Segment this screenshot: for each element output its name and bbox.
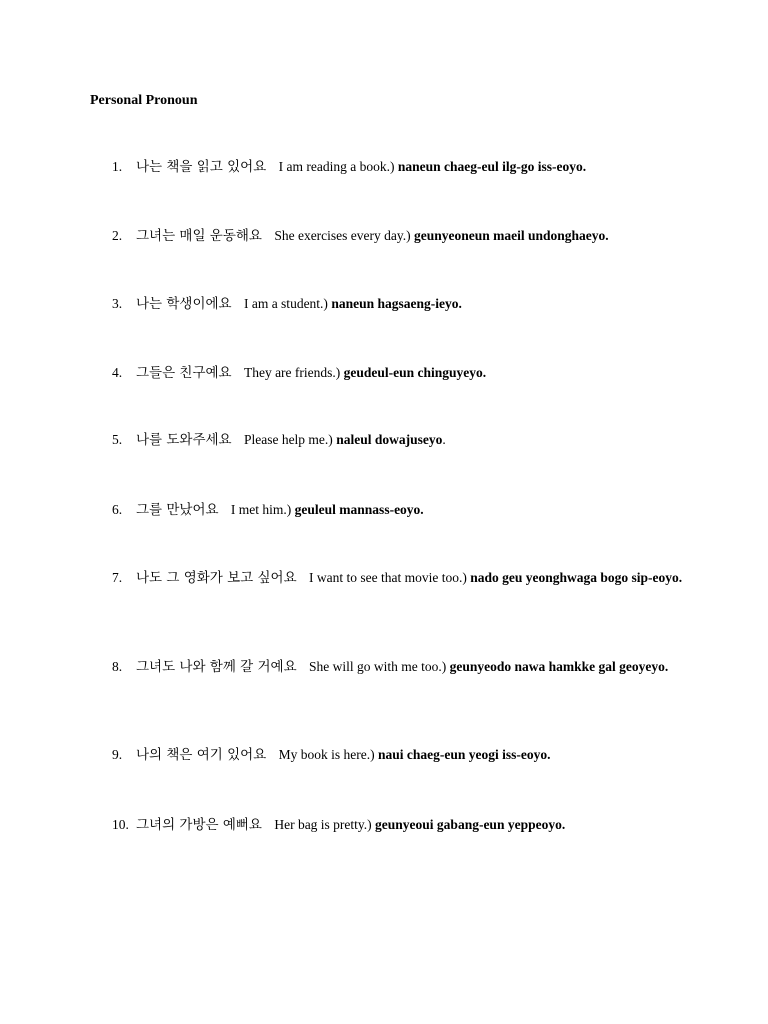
romanization: geunyeoneun maeil undonghaeyo.: [414, 228, 609, 243]
item-number: 4.: [112, 365, 123, 380]
list-item: [112, 498, 692, 522]
romanization: geuleul mannass-eoyo.: [294, 502, 424, 517]
korean-sentence: 나는 책을 읽고 있어요: [136, 159, 267, 175]
english-translation: I want to see that movie too.): [309, 570, 467, 585]
english-translation: She will go with me too.): [309, 659, 447, 674]
list-item: [112, 155, 692, 179]
romanization: nado geu yeonghwaga bogo sip-eoyo.: [470, 570, 683, 585]
english-translation: I met him.): [230, 502, 292, 517]
item-number: 8.: [112, 659, 123, 674]
trailing-text: .: [442, 432, 446, 447]
item-number: 5.: [112, 432, 123, 447]
korean-sentence: 나는 학생이에요: [136, 296, 232, 312]
korean-sentence: 나도 그 영화가 보고 싶어요: [136, 570, 297, 586]
romanization: naneun hagsaeng-ieyo.: [331, 296, 462, 311]
list-item: [112, 361, 692, 385]
item-number: 6.: [112, 502, 123, 517]
list-item: [112, 428, 692, 452]
item-number: 2.: [112, 228, 123, 243]
page-title: Personal Pronoun: [90, 93, 198, 108]
korean-sentence: 그를 만났어요: [136, 502, 219, 518]
korean-sentence: 나를 도와주세요: [136, 432, 232, 448]
list-item: [112, 813, 692, 837]
item-number: 9.: [112, 747, 123, 762]
english-translation: Her bag is pretty.): [274, 817, 372, 832]
list-item: [112, 655, 692, 679]
english-translation: They are friends.): [243, 365, 341, 380]
romanization: naleul dowajuseyo: [336, 432, 443, 447]
list-item: [112, 566, 692, 590]
english-translation: My book is here.): [278, 747, 375, 762]
item-number: 10.: [112, 817, 129, 832]
list-item: [112, 224, 692, 248]
item-number: 7.: [112, 570, 123, 585]
korean-sentence: 그녀도 나와 함께 갈 거예요: [136, 659, 297, 675]
romanization: geudeul-eun chinguyeyo.: [343, 365, 487, 380]
korean-sentence: 그녀는 매일 운동해요: [136, 228, 262, 244]
romanization: geunyeoui gabang-eun yeppeoyo.: [375, 817, 566, 832]
romanization: naui chaeg-eun yeogi iss-eoyo.: [377, 747, 551, 762]
list-item: [112, 292, 692, 316]
romanization: naneun chaeg-eul ilg-go iss-eoyo.: [397, 159, 587, 174]
english-translation: I am a student.): [243, 296, 328, 311]
item-number: 3.: [112, 296, 123, 311]
romanization: geunyeodo nawa hamkke gal geoyeyo.: [449, 659, 669, 674]
english-translation: I am reading a book.): [278, 159, 395, 174]
list-item: [112, 743, 692, 767]
english-translation: She exercises every day.): [274, 228, 411, 243]
korean-sentence: 나의 책은 여기 있어요: [136, 747, 267, 763]
korean-sentence: 그녀의 가방은 예뻐요: [136, 817, 262, 833]
item-number: 1.: [112, 159, 123, 174]
english-translation: Please help me.): [243, 432, 333, 447]
korean-sentence: 그들은 친구예요: [136, 365, 232, 381]
